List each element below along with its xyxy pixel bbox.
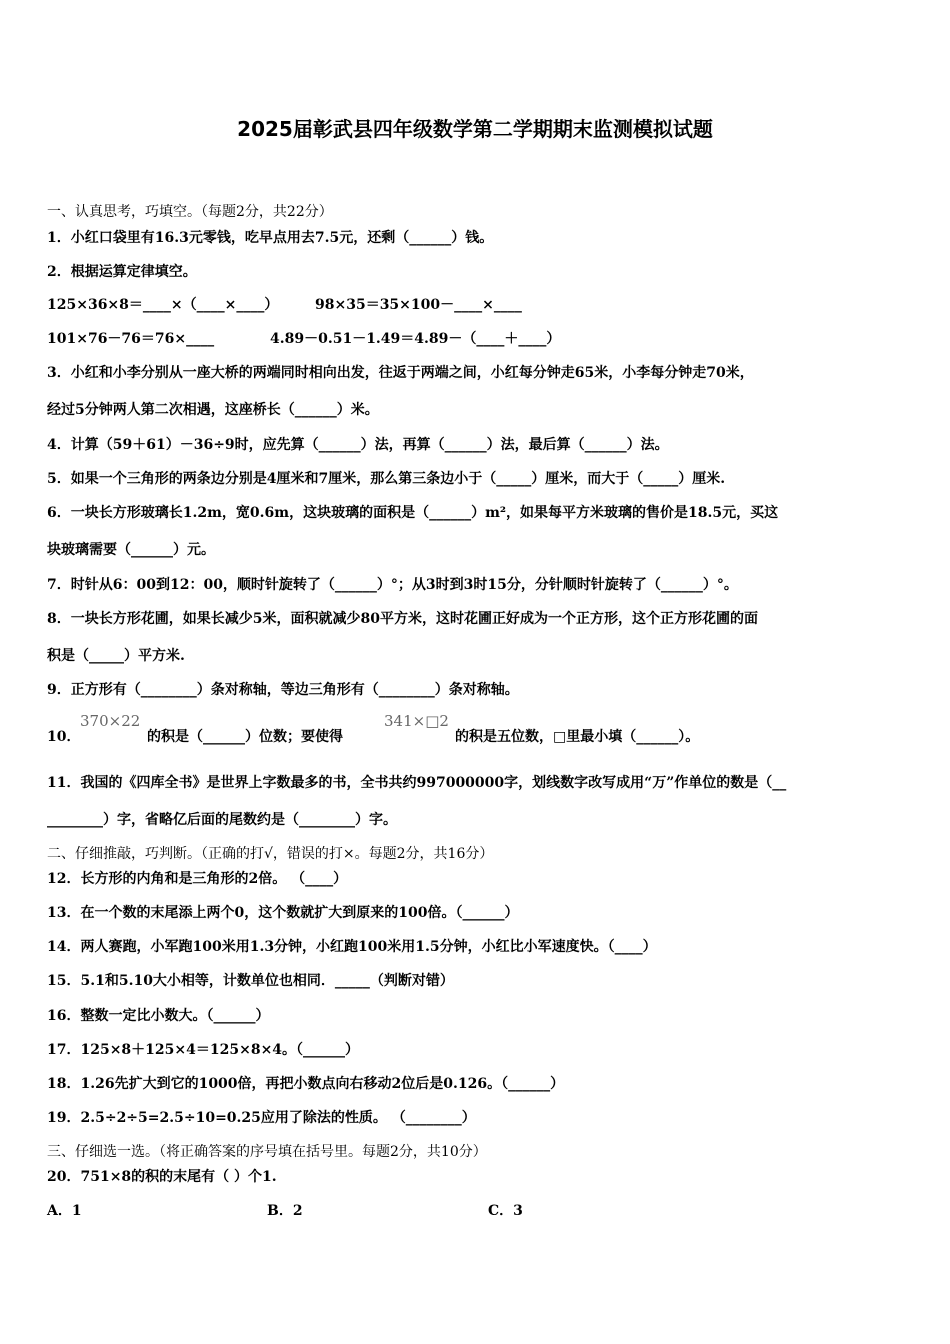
section-2-heading: 二、仔细推敲，巧判断。（正确的打√，错误的打×。每题2分，共16分） [47,846,494,862]
question-10-text-1: 的积是（______）位数；要使得 [147,729,343,745]
question-2-item-d: 4.89－0.51－1.49＝4.89－（____＋____） [270,331,561,347]
question-12: 12．长方形的内角和是三角形的2倍。 （____） [47,871,348,887]
question-20-option-b: B．2 [267,1203,303,1219]
question-2-item-a: 125×36×8＝____×（____×____） [47,297,279,313]
question-6-line-2: 块玻璃需要（______）元。 [47,542,215,558]
section-3-heading: 三、仔细选一选。（将正确答案的序号填在括号里。每题2分，共10分） [47,1144,487,1160]
question-2-item-b: 98×35＝35×100－____×____ [315,297,522,313]
question-13: 13．在一个数的末尾添上两个0，这个数就扩大到原来的100倍。（______） [47,905,519,921]
question-3-line-1: 3．小红和小李分别从一座大桥的两端同时相向出发，往返于两端之间，小红每分钟走65米，小李每分钟走70米， [47,365,754,381]
question-10-number: 10． [47,729,81,745]
question-16: 16．整数一定比小数大。（______） [47,1008,270,1024]
question-20-option-c: C．3 [488,1203,523,1219]
question-11-line-2: ________）字，省略亿后面的尾数约是（________）字。 [47,812,397,828]
question-5: 5．如果一个三角形的两条边分别是4厘米和7厘米，那么第三条边小于（_____）厘米，而大于（_____）厘米. [47,471,726,487]
section-1-heading: 一、认真思考，巧填空。（每题2分，共22分） [47,204,333,220]
question-19: 19．2.5÷2÷5=2.5÷10=0.25应用了除法的性质。 （________） [47,1110,476,1126]
question-7: 7．时针从6：00到12：00，顺时针旋转了（______）°；从3时到3时15分，分针顺时针旋转了（______）°。 [47,577,738,593]
question-3-line-2: 经过5分钟两人第二次相遇，这座桥长（______）米。 [47,402,379,418]
page-title: 2025届彰武县四年级数学第二学期期末监测模拟试题 [237,117,713,141]
question-1: 1．小红口袋里有16.3元零钱，吃早点用去7.5元，还剩（______）钱。 [47,230,494,246]
question-11-line-1: 11．我国的《四库全书》是世界上字数最多的书，全书共约997000000字，划线数字改写成用“万”作单位的数是（__ [47,775,787,791]
question-9: 9．正方形有（________）条对称轴，等边三角形有（________）条对称轴。 [47,682,519,698]
question-20: 20．751×8的积的末尾有（ ）个1. [47,1169,277,1185]
question-6-line-1: 6．一块长方形玻璃长1.2m，宽0.6m，这块玻璃的面积是（______）m²，如果每平方米玻璃的售价是18.5元，买这 [47,505,779,521]
question-20-option-a: A．1 [47,1203,82,1219]
question-8-line-1: 8．一块长方形花圃，如果长减少5米，面积就减少80平方米，这时花圃正好成为一个正方形，这个正方形花圃的面 [47,611,758,627]
question-2: 2．根据运算定律填空。 [47,264,197,280]
question-4: 4．计算（59＋61）－36÷9时，应先算（______）法，再算（______）法，最后算（______）法。 [47,437,669,453]
question-17: 17．125×8＋125×4＝125×8×4。（______） [47,1042,360,1058]
question-18: 18．1.26先扩大到它的1000倍，再把小数点向右移动2位后是0.126。（______） [47,1076,565,1092]
question-10-text-2: 的积是五位数，□里最小填（______）。 [455,729,700,745]
question-10-expression-2: 341×□2 [384,712,449,730]
question-15: 15．5.1和5.10大小相等，计数单位也相同．_____（判断对错） [47,973,454,989]
question-2-item-c: 101×76－76＝76×____ [47,331,215,347]
question-8-line-2: 积是（_____）平方米. [47,648,185,664]
question-14: 14．两人赛跑，小军跑100米用1.3分钟，小红跑100米用1.5分钟，小红比小军速度快。（____） [47,939,657,955]
question-10-expression-1: 370×22 [80,712,141,730]
